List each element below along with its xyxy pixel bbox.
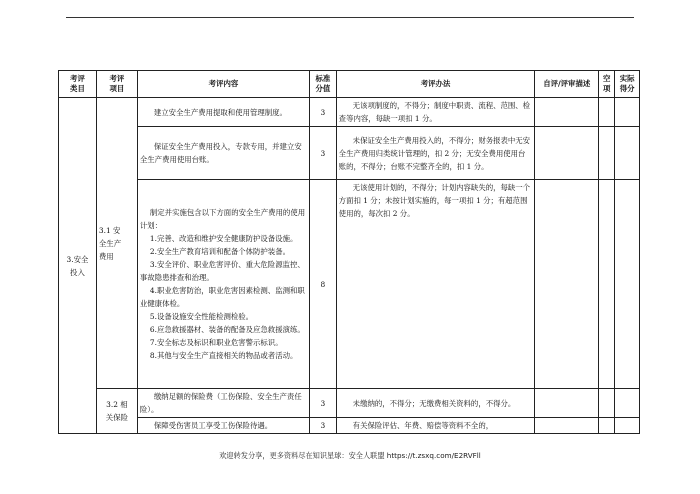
category-cell: 3.安全 投入 <box>59 98 97 434</box>
content-cell: 缴纳足额的保险费（工伤保险、安全生产责任险）。 <box>137 389 309 418</box>
empty-item-cell <box>598 98 614 127</box>
self-review-cell <box>535 127 599 180</box>
actual-score-cell <box>615 98 640 127</box>
score-cell: 3 <box>310 389 337 418</box>
evaluation-table <box>58 70 640 434</box>
header-empty-item: 空 项 <box>598 71 614 98</box>
self-review-cell <box>535 98 599 127</box>
content-list-item: 2.安全生产教育培训和配备个体防护装备。 <box>149 247 290 256</box>
header-method: 考评办法 <box>336 71 535 98</box>
empty-item-cell <box>598 389 614 418</box>
content-cell: 保障受伤害员工享受工伤保险待遇。 <box>137 418 309 434</box>
self-review-cell <box>535 389 599 418</box>
actual-score-cell <box>615 180 640 389</box>
header-content: 考评内容 <box>137 71 309 98</box>
empty-item-cell <box>598 127 614 180</box>
method-cell: 无该使用计划的，不得分；计划内容缺失的，每缺一个方面扣 1 分；未按计划实施的，每一项扣 1 分；有超范围使用的，每次扣 2 分。 <box>336 180 535 389</box>
actual-score-cell <box>615 127 640 180</box>
score-cell: 3 <box>310 127 337 180</box>
header-rule <box>66 17 634 18</box>
self-review-cell <box>535 418 599 434</box>
self-review-cell <box>535 180 599 389</box>
header-actual-score: 实际 得分 <box>615 71 640 98</box>
table-row <box>59 418 640 434</box>
method-cell: 无该项制度的，不得分；制度中职责、流程、范围、检查等内容，每缺一项扣 1 分。 <box>336 98 535 127</box>
subitem-cell: 3.2 相 关保险 <box>96 389 137 434</box>
table-header-row <box>59 71 640 98</box>
content-list-item: 8.其他与安全生产直接相关的物品或者活动。 <box>149 351 298 360</box>
header-self-review: 自评/评审描述 <box>535 71 599 98</box>
table-row <box>59 389 640 418</box>
content-list-item: 7.安全标志及标识和职业危害警示标识。 <box>149 338 283 347</box>
content-intro: 制定并实施包含以下方面的安全生产费用的使用计划： <box>139 208 306 230</box>
header-item: 考评 项目 <box>96 71 137 98</box>
content-list-item: 6.应急救援器材、装备的配备及应急救援演练。 <box>149 325 305 334</box>
content-list-item: 5.设备设施安全性能检测检验。 <box>149 312 254 321</box>
footer-text: 欢迎转发分享，更多资料尽在知识星球：安全人联盟 https://t.zsxq.com/E2RVFll <box>219 451 481 460</box>
empty-item-cell <box>598 180 614 389</box>
actual-score-cell <box>615 389 640 418</box>
header-standard-score: 标准 分值 <box>310 71 337 98</box>
score-cell: 3 <box>310 418 337 434</box>
content-list-item: 4.职业危害防治，职业危害因素检测、监测和职业健康体检。 <box>139 286 305 308</box>
subitem-cell: 3.1 安 全生产 费用 <box>96 98 137 389</box>
header-category: 考评 类目 <box>59 71 97 98</box>
empty-item-cell <box>598 418 614 434</box>
content-list-item: 1.完善、改造和维护安全健康防护设备设施。 <box>149 234 298 243</box>
content-cell: 保证安全生产费用投入，专款专用，并建立安全生产费用使用台账。 <box>137 127 309 180</box>
table-row <box>59 127 640 180</box>
score-cell: 3 <box>310 98 337 127</box>
score-cell: 8 <box>310 180 337 389</box>
content-list-item: 3.安全评价、职业危害评价、重大危险源监控、事故隐患排查和治理。 <box>139 260 305 282</box>
method-cell: 有关保险评估、年费、赔偿等资料不全的， <box>336 418 535 434</box>
method-cell: 未缴纳的，不得分；无缴费相关资料的，不得分。 <box>336 389 535 418</box>
table-row <box>59 98 640 127</box>
content-cell <box>137 180 309 389</box>
table-row <box>59 180 640 389</box>
actual-score-cell <box>615 418 640 434</box>
method-cell: 未保证安全生产费用投入的，不得分；财务报表中无安全生产费用归类统计管理的，扣 2 分；无安全费用使用台账的，不得分；台账不完整齐全的，扣 1 分。 <box>336 127 535 180</box>
content-cell: 建立安全生产费用提取和使用管理制度。 <box>137 98 309 127</box>
